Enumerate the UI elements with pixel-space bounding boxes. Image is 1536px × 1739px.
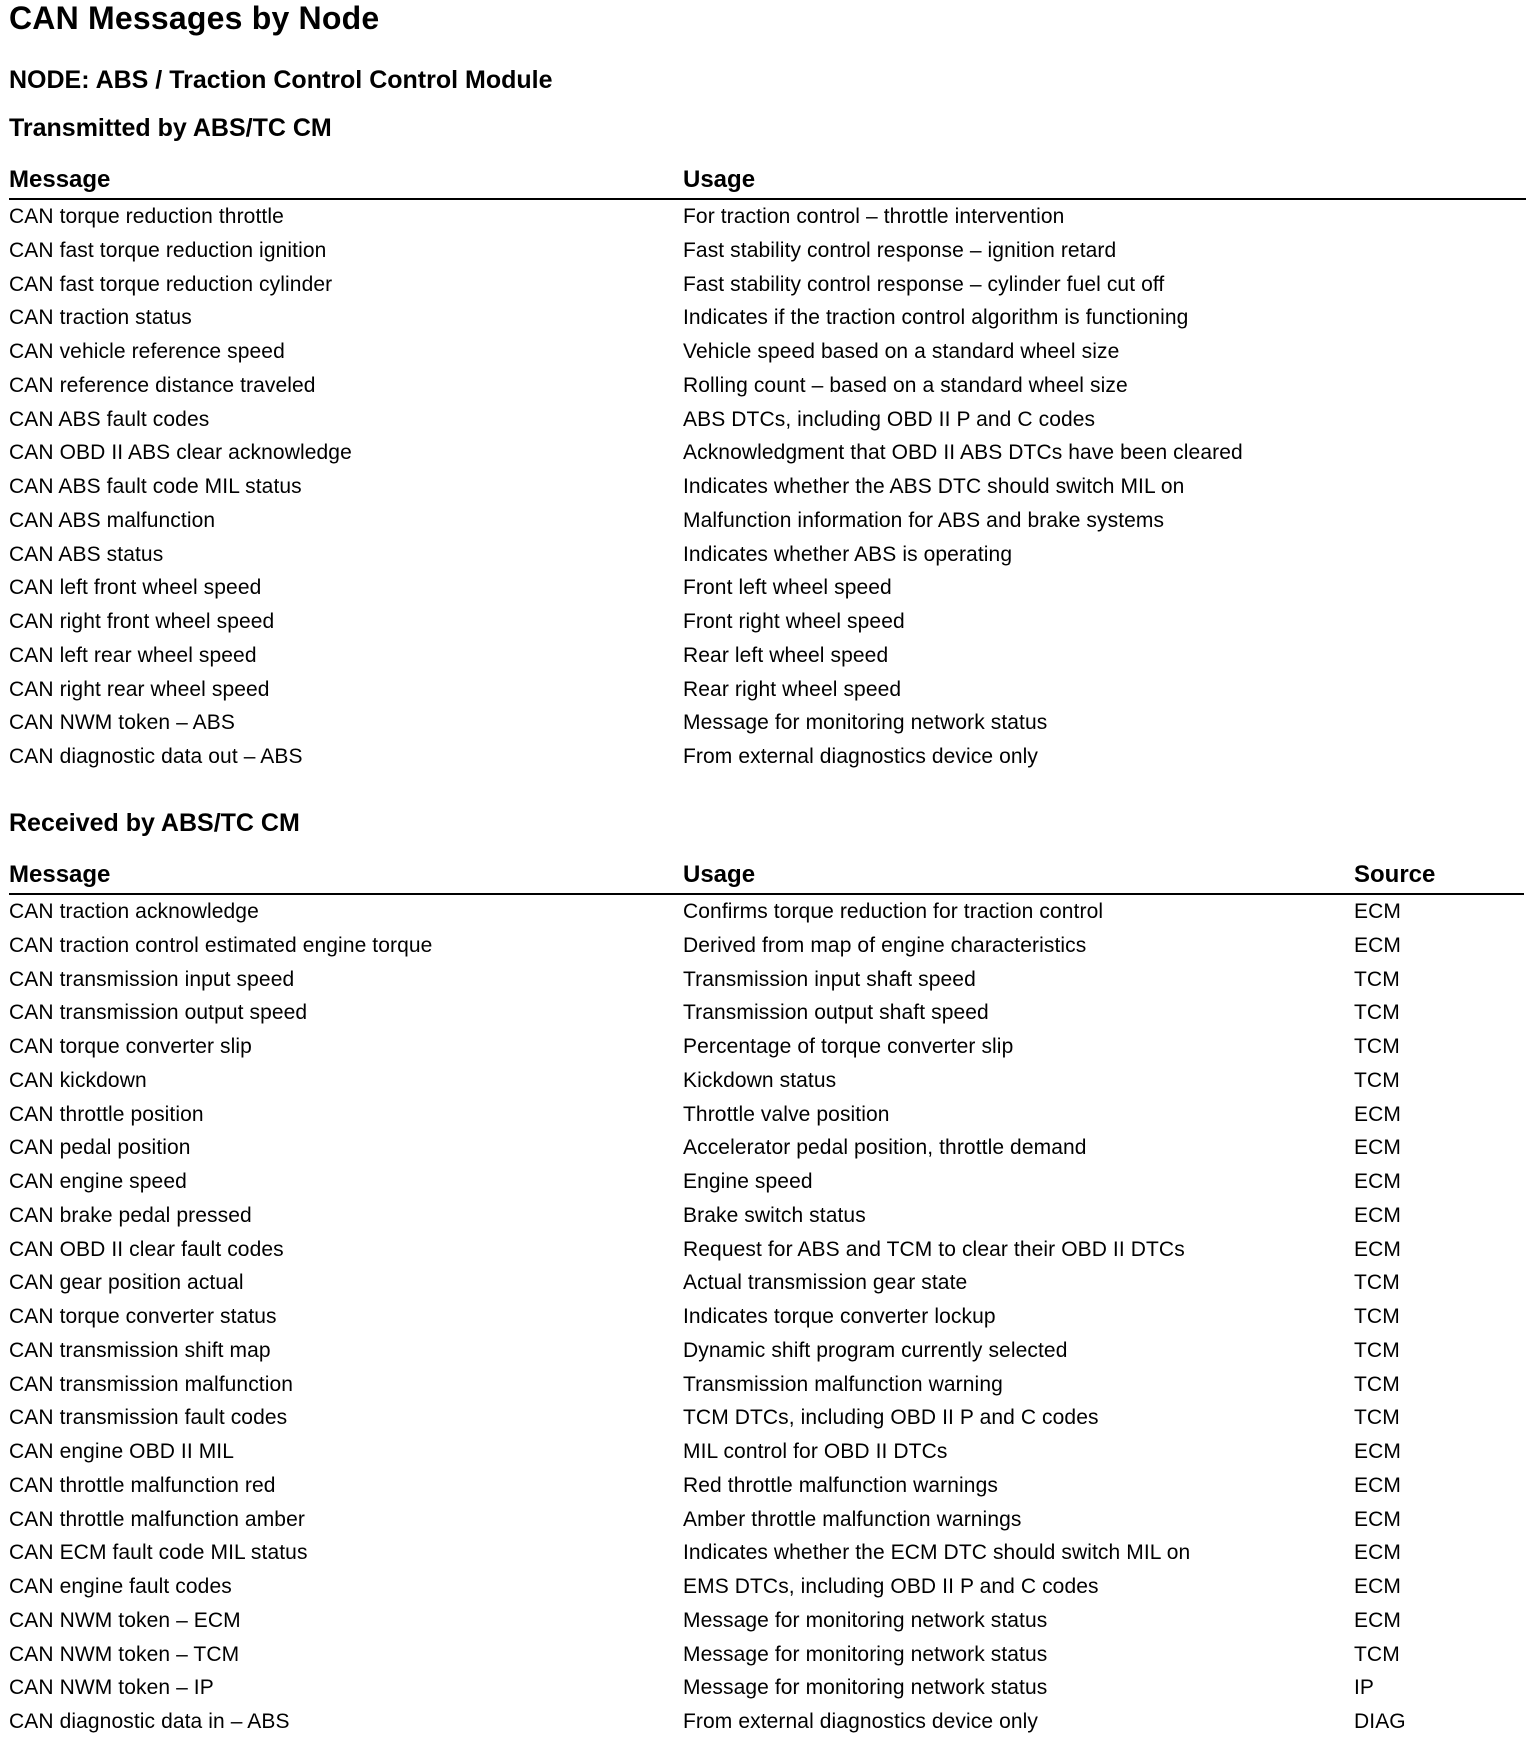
message-cell: CAN right front wheel speed <box>9 610 275 633</box>
usage-cell: MIL control for OBD II DTCs <box>683 1440 948 1463</box>
table-row <box>0 1266 1536 1300</box>
source-cell: ECM <box>1354 1102 1401 1126</box>
message-cell: CAN engine speed <box>9 1170 187 1193</box>
message-cell: CAN throttle position <box>9 1102 204 1126</box>
transmitted-table-header <box>0 160 1536 200</box>
usage-cell: Derived from map of engine characteristics <box>683 933 1087 957</box>
usage-cell: EMS DTCs, including OBD II P and C codes <box>683 1575 1099 1598</box>
table-row <box>0 929 1536 963</box>
message-cell: CAN left front wheel speed <box>9 576 262 600</box>
usage-cell: Red throttle malfunction warnings <box>683 1473 998 1497</box>
source-cell: ECM <box>1354 900 1401 923</box>
table-row <box>0 301 1536 335</box>
message-cell: CAN diagnostic data in – ABS <box>9 1710 290 1733</box>
usage-cell: Rear left wheel speed <box>683 643 889 667</box>
usage-cell: Transmission output shaft speed <box>683 1001 989 1025</box>
table-row <box>0 1098 1536 1132</box>
message-cell: CAN engine fault codes <box>9 1575 232 1598</box>
table-row <box>0 706 1536 740</box>
usage-cell: Rear right wheel speed <box>683 677 902 701</box>
table-row <box>0 1604 1536 1638</box>
message-cell: CAN ECM fault code MIL status <box>9 1541 308 1565</box>
usage-cell: Message for monitoring network status <box>683 1676 1048 1700</box>
node-title: NODE: ABS / Traction Control Control Module <box>9 66 553 94</box>
table-row <box>0 1199 1536 1233</box>
message-cell: CAN pedal position <box>9 1136 191 1160</box>
message-cell: CAN transmission output speed <box>9 1001 308 1025</box>
usage-cell: Fast stability control response – ignition retard <box>683 238 1117 262</box>
table-row <box>0 436 1536 470</box>
message-cell: CAN ABS fault code MIL status <box>9 475 302 498</box>
table-row <box>0 1435 1536 1469</box>
message-cell: CAN ABS status <box>9 542 164 566</box>
usage-cell: Indicates whether the ABS DTC should switch MIL on <box>683 475 1185 498</box>
message-cell: CAN transmission shift map <box>9 1338 271 1362</box>
table-row <box>0 538 1536 572</box>
usage-cell: Vehicle speed based on a standard wheel size <box>683 340 1120 363</box>
usage-cell: Indicates whether ABS is operating <box>683 542 1013 566</box>
source-cell: ECM <box>1354 1541 1401 1565</box>
source-cell: ECM <box>1354 1440 1401 1463</box>
message-cell: CAN OBD II clear fault codes <box>9 1237 284 1261</box>
usage-cell: For traction control – throttle intervention <box>683 205 1065 228</box>
table-row <box>0 605 1536 639</box>
usage-cell: From external diagnostics device only <box>683 1710 1039 1733</box>
source-cell: ECM <box>1354 1507 1401 1531</box>
usage-cell: Request for ABS and TCM to clear their OBD II DTCs <box>683 1237 1185 1261</box>
table-row <box>0 996 1536 1030</box>
transmitted-heading: Transmitted by ABS/TC CM <box>9 114 332 142</box>
table-row <box>0 200 1536 234</box>
table-row <box>0 403 1536 437</box>
message-cell: CAN fast torque reduction ignition <box>9 238 327 262</box>
message-cell: CAN engine OBD II MIL <box>9 1440 235 1463</box>
column-header-usage: Usage <box>683 166 756 193</box>
usage-cell: From external diagnostics device only <box>683 745 1039 768</box>
message-cell: CAN right rear wheel speed <box>9 677 270 701</box>
usage-cell: Message for monitoring network status <box>683 711 1048 735</box>
source-cell: IP <box>1354 1676 1375 1700</box>
table-row <box>0 1401 1536 1435</box>
message-cell: CAN traction control estimated engine torque <box>9 933 433 957</box>
usage-cell: Malfunction information for ABS and brake systems <box>683 508 1165 532</box>
usage-cell: Front right wheel speed <box>683 610 905 633</box>
source-cell: ECM <box>1354 1203 1401 1227</box>
table-row <box>0 1233 1536 1267</box>
table-row <box>0 1300 1536 1334</box>
message-cell: CAN transmission malfunction <box>9 1372 294 1396</box>
message-cell: CAN torque converter slip <box>9 1035 252 1058</box>
table-row <box>0 1638 1536 1672</box>
usage-cell: Rolling count – based on a standard wheel size <box>683 373 1128 397</box>
column-header-message: Message <box>9 861 111 888</box>
table-row <box>0 1570 1536 1604</box>
usage-cell: Percentage of torque converter slip <box>683 1035 1014 1058</box>
table-row <box>0 1131 1536 1165</box>
source-cell: DIAG <box>1354 1710 1406 1733</box>
table-row <box>0 1165 1536 1199</box>
usage-cell: ABS DTCs, including OBD II P and C codes <box>683 407 1096 431</box>
message-cell: CAN traction acknowledge <box>9 900 259 923</box>
received-heading: Received by ABS/TC CM <box>9 809 300 837</box>
table-row <box>0 1503 1536 1537</box>
source-cell: TCM <box>1354 1271 1400 1295</box>
received-table <box>0 855 1536 1739</box>
source-cell: TCM <box>1354 1305 1400 1328</box>
message-cell: CAN ABS fault codes <box>9 407 210 431</box>
source-cell: ECM <box>1354 1473 1401 1497</box>
received-table-body <box>0 895 1536 1739</box>
table-row <box>0 234 1536 268</box>
message-cell: CAN NWM token – TCM <box>9 1642 240 1666</box>
table-row <box>0 268 1536 302</box>
usage-cell: Acknowledgment that OBD II ABS DTCs have been cleared <box>683 441 1243 465</box>
table-row <box>0 895 1536 929</box>
table-row <box>0 1334 1536 1368</box>
message-cell: CAN torque reduction throttle <box>9 205 284 228</box>
source-cell: ECM <box>1354 1170 1401 1193</box>
table-row <box>0 1368 1536 1402</box>
source-cell: ECM <box>1354 1608 1401 1632</box>
table-row <box>0 673 1536 707</box>
usage-cell: Front left wheel speed <box>683 576 892 600</box>
transmitted-table-body <box>0 200 1536 774</box>
table-row <box>0 504 1536 538</box>
table-row <box>0 1030 1536 1064</box>
source-cell: TCM <box>1354 1372 1400 1396</box>
usage-cell: Indicates whether the ECM DTC should switch MIL on <box>683 1541 1191 1565</box>
transmitted-table <box>0 160 1536 774</box>
message-cell: CAN traction status <box>9 306 192 330</box>
column-header-usage: Usage <box>683 861 756 888</box>
usage-cell: Transmission input shaft speed <box>683 967 976 991</box>
message-cell: CAN NWM token – ABS <box>9 711 235 735</box>
message-cell: CAN kickdown <box>9 1068 147 1092</box>
message-cell: CAN torque converter status <box>9 1305 277 1328</box>
message-cell: CAN reference distance traveled <box>9 373 316 397</box>
usage-cell: Actual transmission gear state <box>683 1271 968 1295</box>
table-row <box>0 1064 1536 1098</box>
message-cell: CAN throttle malfunction red <box>9 1473 276 1497</box>
table-row <box>0 1469 1536 1503</box>
table-row <box>0 1536 1536 1570</box>
table-row <box>0 639 1536 673</box>
source-cell: TCM <box>1354 1068 1400 1092</box>
message-cell: CAN NWM token – ECM <box>9 1608 241 1632</box>
source-cell: ECM <box>1354 933 1401 957</box>
message-cell: CAN diagnostic data out – ABS <box>9 745 303 768</box>
message-cell: CAN NWM token – IP <box>9 1676 214 1700</box>
message-cell: CAN fast torque reduction cylinder <box>9 272 333 296</box>
received-table-header <box>0 855 1536 895</box>
table-row <box>0 335 1536 369</box>
column-header-source: Source <box>1354 861 1436 888</box>
message-cell: CAN ABS malfunction <box>9 508 216 532</box>
source-cell: TCM <box>1354 1035 1400 1058</box>
table-row <box>0 1705 1536 1739</box>
column-header-message: Message <box>9 166 111 193</box>
message-cell: CAN gear position actual <box>9 1271 244 1295</box>
message-cell: CAN left rear wheel speed <box>9 643 257 667</box>
table-row <box>0 571 1536 605</box>
message-cell: CAN brake pedal pressed <box>9 1203 252 1227</box>
usage-cell: Transmission malfunction warning <box>683 1372 1003 1396</box>
usage-cell: Message for monitoring network status <box>683 1608 1048 1632</box>
source-cell: TCM <box>1354 1338 1400 1362</box>
table-row <box>0 963 1536 997</box>
usage-cell: Amber throttle malfunction warnings <box>683 1507 1022 1531</box>
message-cell: CAN OBD II ABS clear acknowledge <box>9 441 352 465</box>
usage-cell: Throttle valve position <box>683 1102 890 1126</box>
source-cell: ECM <box>1354 1575 1401 1598</box>
message-cell: CAN transmission fault codes <box>9 1406 288 1430</box>
source-cell: ECM <box>1354 1136 1401 1160</box>
source-cell: TCM <box>1354 1642 1400 1666</box>
source-cell: ECM <box>1354 1237 1401 1261</box>
table-row <box>0 1671 1536 1705</box>
table-row <box>0 470 1536 504</box>
message-cell: CAN throttle malfunction amber <box>9 1507 305 1531</box>
usage-cell: Engine speed <box>683 1170 813 1193</box>
message-cell: CAN transmission input speed <box>9 967 295 991</box>
source-cell: TCM <box>1354 1001 1400 1025</box>
usage-cell: Indicates if the traction control algorithm is functioning <box>683 306 1189 330</box>
usage-cell: Dynamic shift program currently selected <box>683 1338 1068 1362</box>
message-cell: CAN vehicle reference speed <box>9 340 285 363</box>
table-row <box>0 369 1536 403</box>
usage-cell: TCM DTCs, including OBD II P and C codes <box>683 1406 1099 1430</box>
usage-cell: Brake switch status <box>683 1203 866 1227</box>
source-cell: TCM <box>1354 1406 1400 1430</box>
table-row <box>0 740 1536 774</box>
usage-cell: Accelerator pedal position, throttle demand <box>683 1136 1087 1160</box>
usage-cell: Fast stability control response – cylinder fuel cut off <box>683 272 1165 296</box>
usage-cell: Confirms torque reduction for traction control <box>683 900 1104 923</box>
usage-cell: Indicates torque converter lockup <box>683 1305 996 1328</box>
usage-cell: Kickdown status <box>683 1068 837 1092</box>
source-cell: TCM <box>1354 967 1400 991</box>
usage-cell: Message for monitoring network status <box>683 1642 1048 1666</box>
page-title: CAN Messages by Node <box>9 0 380 36</box>
